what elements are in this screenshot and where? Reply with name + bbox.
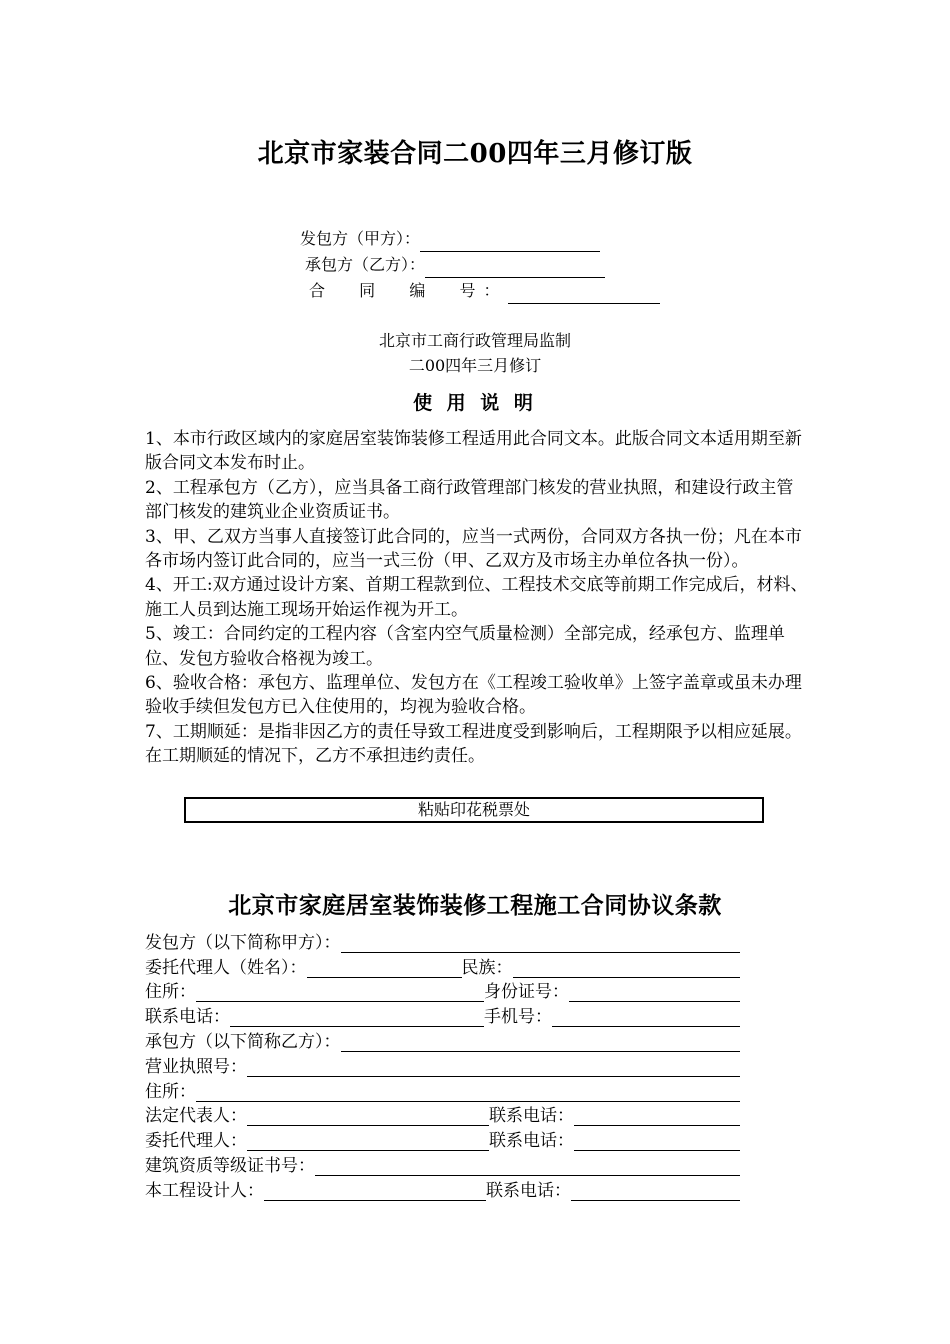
contract-no-label: 合 同 编 号： <box>309 281 508 300</box>
agreement-title: 北京市家庭居室装饰装修工程施工合同协议条款 <box>228 892 722 919</box>
legal-rep-phone-label: 联系电话： <box>489 1106 574 1127</box>
qualification-input[interactable] <box>315 1159 740 1176</box>
party-b-label: 承包方（乙方）： <box>305 255 426 274</box>
legal-rep-phone-input[interactable] <box>574 1109 740 1126</box>
address-b-input[interactable] <box>196 1085 740 1102</box>
address-a-input[interactable] <box>196 985 484 1002</box>
party-a-field[interactable] <box>420 233 600 252</box>
form-row <box>145 1077 740 1102</box>
qualification-label: 建筑资质等级证书号： <box>145 1155 315 1176</box>
instruction-item: 7、工期顺延：是指非因乙方的责任导致工程进度受到影响后，工程期限予以相应延展。在工期顺延的情况下，乙方不承担违约责任。 <box>145 721 802 767</box>
license-no-label: 营业执照号： <box>145 1056 247 1077</box>
form-row <box>145 1052 740 1077</box>
form-row <box>145 1102 740 1127</box>
instruction-item: 3、甲、乙双方当事人直接签订此合同的，应当一式两份，合同双方各执一份；凡在本市各市场内签订此合同的，应当一式三份（甲、乙双方及市场主办单位各执一份）。 <box>145 526 802 572</box>
designer-phone-label: 联系电话： <box>486 1180 571 1201</box>
form-row <box>145 1002 740 1027</box>
agent-b-input[interactable] <box>247 1134 489 1151</box>
phone-a-input[interactable] <box>230 1010 484 1027</box>
contract-no-field[interactable] <box>508 285 660 304</box>
instruction-item: 1、本市行政区域内的家庭居室装饰装修工程适用此合同文本。此版合同文本适用期至新版合同文本发布时止。 <box>145 429 802 474</box>
form-row <box>145 1176 740 1201</box>
instruction-item: 5、竣工：合同约定的工程内容（含室内空气质量检测）全部完成，经承包方、监理单位、发包方验收合格视为竣工。 <box>145 624 785 669</box>
form-row <box>145 953 740 978</box>
instruction-item: 2、工程承包方（乙方），应当具备工商行政管理部门核发的营业执照，和建设行政主管部门核发的建筑业企业资质证书。 <box>145 477 794 523</box>
supervisor-line: 北京市工商行政管理局监制 <box>378 331 571 350</box>
instructions-heading: 使 用 说 明 <box>413 392 537 414</box>
id-number-input[interactable] <box>569 985 740 1002</box>
party-b-label: 承包方（以下简称乙方）： <box>145 1031 341 1052</box>
mobile-label: 手机号： <box>484 1007 552 1028</box>
address-a-label: 住所： <box>145 982 196 1003</box>
instruction-item: 6、验收合格：承包方、监理单位、发包方在《工程竣工验收单》上签字盖章或虽未办理验收手续但发包方已入住使用的，均视为验收合格。 <box>145 673 802 718</box>
instructions-list <box>145 427 810 769</box>
phone-a-label: 联系电话： <box>145 1007 230 1028</box>
revision-line: 二00四年三月修订 <box>408 356 542 375</box>
contract-no-row <box>300 278 660 304</box>
form-row <box>145 928 740 953</box>
legal-rep-label: 法定代表人： <box>145 1106 247 1127</box>
instruction-item: 4、开工:双方通过设计方案、首期工程款到位、工程技术交底等前期工作完成后，材料、施工人员到达施工现场开始运作视为开工。 <box>145 575 808 620</box>
party-a-label: 发包方（甲方）： <box>300 229 421 248</box>
legal-rep-input[interactable] <box>247 1109 489 1126</box>
agent-b-phone-label: 联系电话： <box>489 1131 574 1152</box>
form-row <box>145 1126 740 1151</box>
agent-b-label: 委托代理人： <box>145 1131 247 1152</box>
form-row <box>145 1027 740 1052</box>
party-b-field[interactable] <box>425 259 605 278</box>
agent-name-label: 委托代理人（姓名）： <box>145 957 307 978</box>
party-b-input[interactable] <box>341 1035 741 1052</box>
cover-fields <box>300 226 660 304</box>
party-a-input[interactable] <box>341 936 741 953</box>
license-no-input[interactable] <box>247 1060 740 1077</box>
id-number-label: 身份证号： <box>484 982 569 1003</box>
mobile-input[interactable] <box>552 1010 740 1027</box>
stamp-tax-box: 粘贴印花税票处 <box>184 797 764 823</box>
ethnicity-input[interactable] <box>513 961 741 978</box>
ethnicity-label: 民族： <box>461 957 513 978</box>
agent-name-input[interactable] <box>307 961 462 978</box>
cover-title: 北京市家装合同二00四年三月修订版 <box>257 139 693 169</box>
form-row <box>145 978 740 1003</box>
designer-phone-input[interactable] <box>571 1184 740 1201</box>
form-row <box>145 1151 740 1176</box>
party-b-row <box>300 252 660 278</box>
party-a-label: 发包方（以下简称甲方）： <box>145 932 341 953</box>
address-b-label: 住所： <box>145 1081 196 1102</box>
agent-b-phone-input[interactable] <box>574 1134 740 1151</box>
party-a-row <box>300 226 660 252</box>
agreement-form <box>145 928 740 1201</box>
designer-label: 本工程设计人： <box>145 1180 264 1201</box>
designer-input[interactable] <box>264 1184 486 1201</box>
